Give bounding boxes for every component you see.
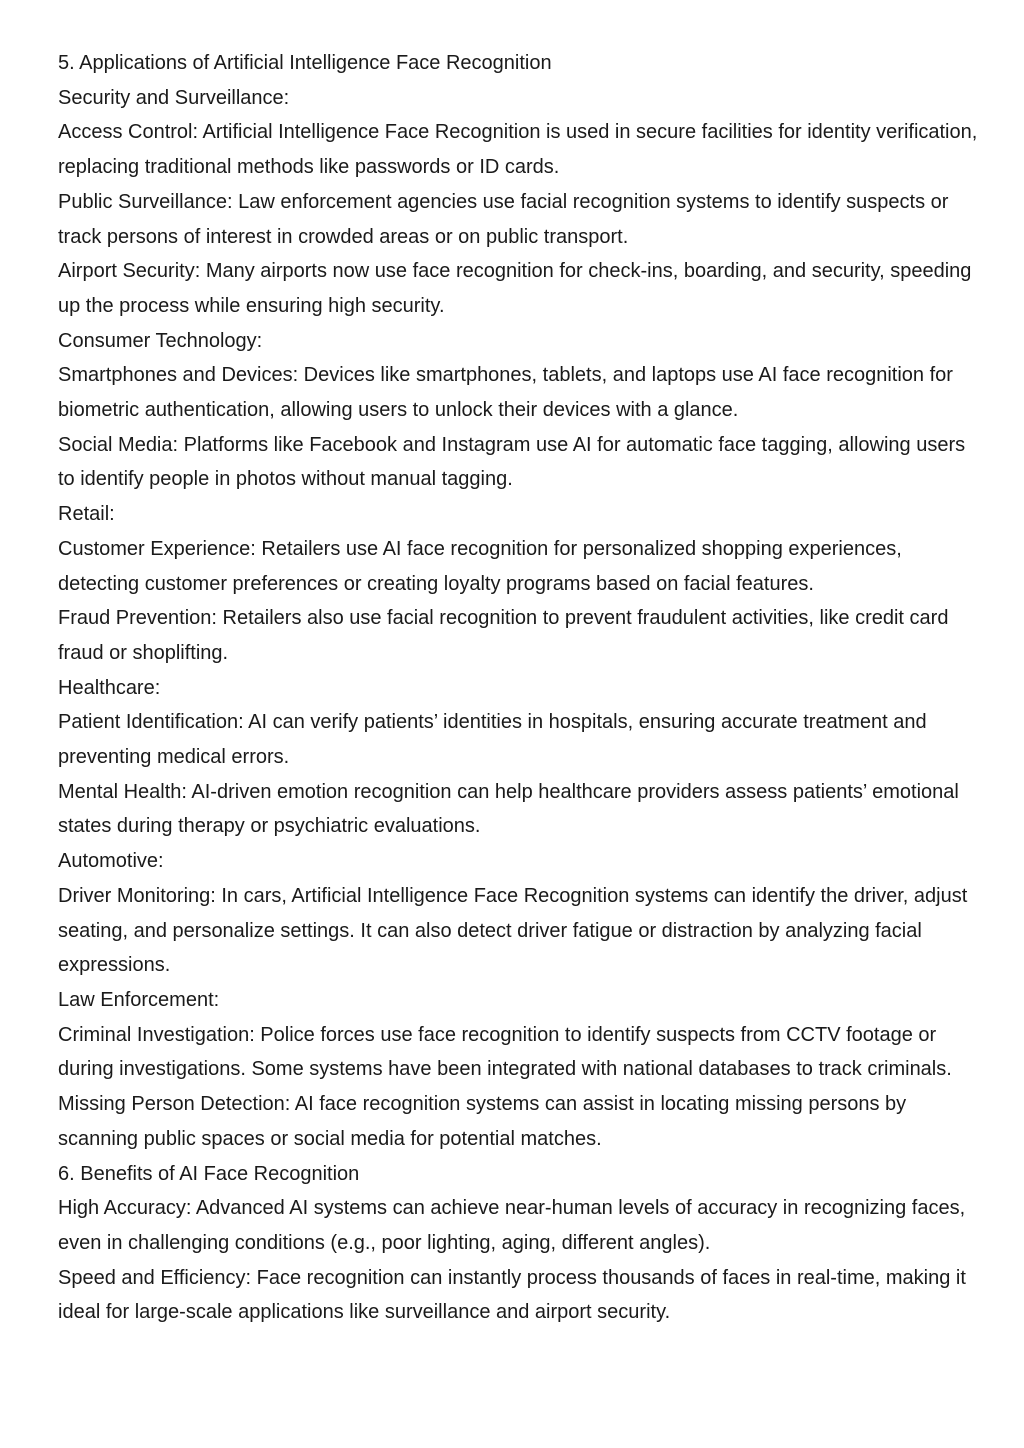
paragraph-access-control: Access Control: Artificial Intelligence Face Recognition is used in secure facilities for identity verification, replacing traditional methods like passwords or ID cards. bbox=[58, 121, 978, 179]
subheading-law-enforcement: Law Enforcement: bbox=[58, 988, 220, 1011]
paragraph-speed-efficiency: Speed and Efficiency: Face recognition can instantly process thousands of faces in real-time, making it ideal for large-scale applications like surveillance and airport security. bbox=[58, 1266, 966, 1324]
paragraph-smartphones-devices: Smartphones and Devices: Devices like smartphones, tablets, and laptops use AI face recognition for biometric authentication, allowing users to unlock their devices with a glance. bbox=[58, 364, 953, 422]
subheading-security-surveillance: Security and Surveillance: bbox=[58, 86, 290, 109]
paragraph-high-accuracy: High Accuracy: Advanced AI systems can achieve near-human levels of accuracy in recognizing faces, even in challenging conditions (e.g., poor lighting, aging, different angles). bbox=[58, 1197, 966, 1254]
paragraph-social-media: Social Media: Platforms like Facebook and Instagram use AI for automatic face tagging, allowing users to identify people in photos without manual tagging. bbox=[58, 433, 966, 491]
paragraph-criminal-investigation: Criminal Investigation: Police forces use face recognition to identify suspects from CCTV footage or during investigations. Some systems have been integrated with national databases to track criminals. bbox=[58, 1023, 952, 1081]
paragraph-airport-security: Airport Security: Many airports now use face recognition for check-ins, boarding, and security, speeding up the process while ensuring high security. bbox=[58, 260, 972, 317]
paragraph-missing-person-detection: Missing Person Detection: AI face recognition systems can assist in locating missing persons by scanning public spaces or social media for potential matches. bbox=[58, 1093, 907, 1150]
subheading-retail: Retail: bbox=[58, 503, 115, 526]
paragraph-public-surveillance: Public Surveillance: Law enforcement agencies use facial recognition systems to identify suspects or track persons of interest in crowded areas or on public transport. bbox=[58, 190, 949, 248]
subheading-consumer-technology: Consumer Technology: bbox=[58, 329, 263, 352]
subheading-healthcare: Healthcare: bbox=[58, 676, 161, 699]
paragraph-patient-identification: Patient Identification: AI can verify patients’ identities in hospitals, ensuring accurate treatment and preventing medical errors. bbox=[58, 711, 927, 769]
section-heading-applications: 5. Applications of Artificial Intelligence Face Recognition bbox=[58, 52, 552, 74]
paragraph-mental-health: Mental Health: AI-driven emotion recognition can help healthcare providers assess patients’ emotional states during therapy or psychiatric evaluations. bbox=[58, 780, 959, 838]
document-body bbox=[58, 46, 978, 1330]
paragraph-driver-monitoring: Driver Monitoring: In cars, Artificial Intelligence Face Recognition systems can identify the driver, adjust seating, and personalize settings. It can also detect driver fatigue or distraction by analyzing facial expressions. bbox=[58, 884, 968, 977]
subheading-automotive: Automotive: bbox=[58, 850, 164, 873]
section-heading-benefits: 6. Benefits of AI Face Recognition bbox=[58, 1162, 360, 1185]
paragraph-customer-experience: Customer Experience: Retailers use AI face recognition for personalized shopping experiences, detecting customer preferences or creating loyalty programs based on facial features. bbox=[58, 537, 902, 595]
paragraph-fraud-prevention: Fraud Prevention: Retailers also use facial recognition to prevent fraudulent activities, like credit card fraud or shoplifting. bbox=[58, 607, 949, 664]
